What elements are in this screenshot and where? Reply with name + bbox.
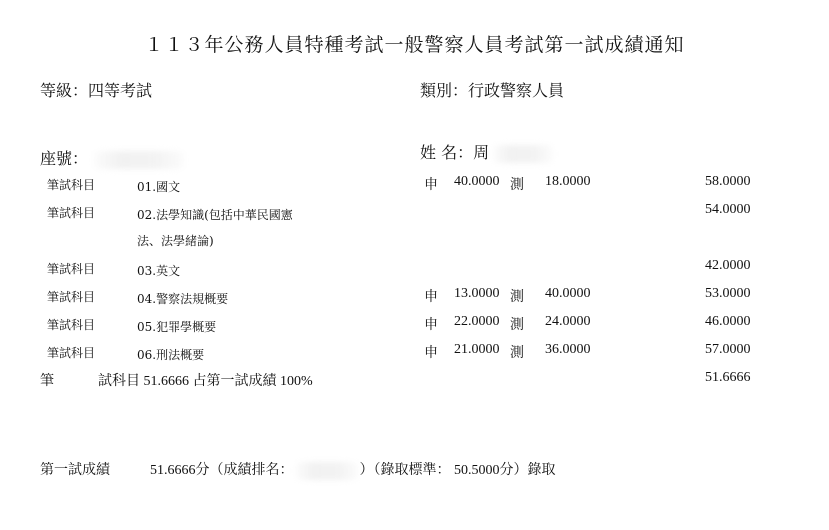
score-mark: 申 <box>424 346 438 361</box>
score-sep: 測 <box>510 290 524 305</box>
subject-name: 04.警察法規概要 <box>137 292 229 306</box>
summary-total: 51.6666 <box>705 370 751 385</box>
subject-total: 54.0000 <box>705 202 751 217</box>
subject-total: 42.0000 <box>705 258 751 273</box>
score-part1: 22.0000 <box>454 314 500 329</box>
redacted-seat-number <box>94 151 184 169</box>
page-title: １１３年公務人員特種考試一般警察人員考試第一試成績通知 <box>144 34 685 56</box>
score-part2: 40.0000 <box>545 286 591 301</box>
final-rank-close: ）（錄取標準： 50.5000分）錄取 <box>359 463 556 478</box>
score-part2: 36.0000 <box>545 342 591 357</box>
subject-name: 01.國文 <box>137 180 181 194</box>
subject-label: 筆試科目 <box>47 346 96 360</box>
subject-label: 筆試科目 <box>47 262 96 276</box>
exam-level: 等級：四等考試 <box>40 81 153 100</box>
candidate-name: 姓 名：周 <box>420 140 553 163</box>
exam-category: 類別：行政警察人員 <box>420 81 565 100</box>
score-sep: 測 <box>510 318 524 333</box>
subject-name: 05.犯罪學概要 <box>137 320 217 334</box>
subject-label: 筆試科目 <box>47 318 96 332</box>
score-mark: 申 <box>424 318 438 333</box>
score-sep: 測 <box>510 346 524 361</box>
summary-text: 試科目 51.6666 占第一試成績 100% <box>98 374 313 389</box>
score-part1: 21.0000 <box>454 342 500 357</box>
score-part2: 18.0000 <box>545 174 591 189</box>
redacted-rank <box>296 462 358 480</box>
score-mark: 申 <box>424 178 438 193</box>
subject-total: 58.0000 <box>705 174 751 189</box>
subject-name-cont: 法、法學緒論) <box>137 234 214 248</box>
score-part1: 40.0000 <box>454 174 500 189</box>
subject-name: 03.英文 <box>137 264 181 278</box>
subject-label: 筆試科目 <box>47 290 96 304</box>
subject-total: 46.0000 <box>705 314 751 329</box>
score-mark: 申 <box>424 290 438 305</box>
score-part1: 13.0000 <box>454 286 500 301</box>
score-sep: 測 <box>510 178 524 193</box>
final-label: 第一試成績 <box>40 463 110 478</box>
score-part2: 24.0000 <box>545 314 591 329</box>
subject-label: 筆試科目 <box>47 206 96 220</box>
subject-total: 57.0000 <box>705 342 751 357</box>
subject-name: 02.法學知識(包括中華民國憲 <box>137 208 293 222</box>
subject-name: 06.刑法概要 <box>137 348 205 362</box>
summary-prefix: 筆 <box>40 374 54 389</box>
seat-number-label: 座號： <box>40 146 184 169</box>
final-score: 51.6666分（成績排名： <box>150 463 294 478</box>
subject-total: 53.0000 <box>705 286 751 301</box>
summary-row <box>40 370 313 390</box>
subject-label: 筆試科目 <box>47 178 96 192</box>
final-result <box>40 459 556 480</box>
redacted-name <box>493 145 553 163</box>
